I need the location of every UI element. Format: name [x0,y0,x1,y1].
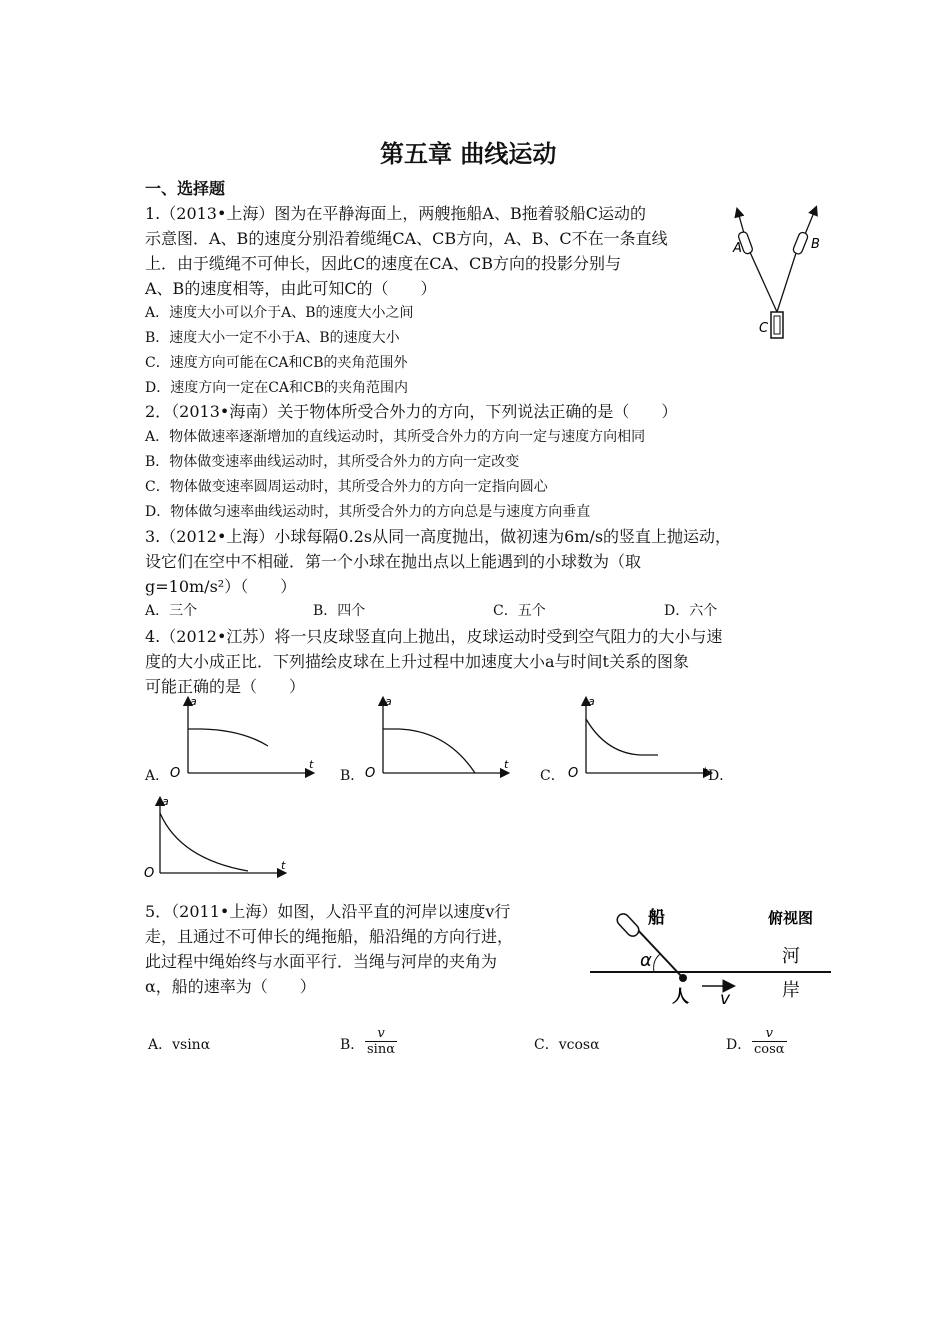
rope-cb [777,250,797,312]
q5-option-d-letter: D． [726,1037,752,1053]
q5-option-b-numerator: v [377,1026,385,1041]
q1-tugboat-figure [725,200,835,345]
label-b: B [811,237,820,252]
q2-option-c: C．物体做变速率圆周运动时，其所受合外力的方向一定指向圆心 [145,479,548,495]
q5-line-1: 5．（2011•上海）如图，人沿平直的河岸以速度v行 [145,902,511,921]
svg-text:O: O [144,866,155,881]
svg-text:t: t [281,859,286,872]
curve-b [383,729,475,773]
q1-option-b: B．速度大小一定不小于A、B的速度大小 [145,330,400,346]
q4-line-2: 度的大小成正比．下列描绘皮球在上升过程中加速度大小a与时间t关系的图象 [145,652,689,671]
q3-option-b: B．四个 [313,603,366,619]
rope-ca [749,250,777,312]
q3-line-2: 设它们在空中不相碰．第一个小球在抛出点以上能遇到的小球数为（取 [145,552,642,571]
q4-option-c-letter: C． [540,768,565,784]
svg-text:O: O [170,766,181,781]
q5-line-3: 此过程中绳始终与水面平行．当绳与河岸的夹角为 [145,952,498,971]
svg-text:a: a [190,695,197,708]
q5-river-figure [588,898,833,1013]
svg-text:俯视图: 俯视图 [768,909,814,927]
svg-text:人: 人 [672,987,689,1007]
label-a: A [733,241,742,256]
q1-line-3: 上．由于缆绳不可伸长，因此C的速度在CA、CB方向的投影分别与 [145,254,622,273]
q5-option-b-letter: B． [340,1037,365,1053]
page-title: 第五章 曲线运动 [380,140,557,168]
q5-option-b-fraction [365,1026,397,1057]
q2-option-a: A．物体做速率逐渐增加的直线运动时，其所受合外力的方向一定与速度方向相同 [145,429,646,445]
q5-option-b-denominator: sinα [367,1042,395,1057]
q5-option-a: A．vsinα [148,1037,211,1053]
curve-c [586,719,658,755]
svg-text:船: 船 [648,908,665,928]
angle-arc [654,954,660,972]
section-heading: 一、选择题 [145,179,226,198]
q2-option-d: D．物体做匀速率曲线运动时，其所受合外力的方向总是与速度方向垂直 [145,504,591,520]
q5-option-c: C．vcosα [534,1037,600,1053]
q5-option-d-numerator: v [765,1026,773,1041]
q3-option-a: A．三个 [145,603,198,619]
person-dot [679,974,687,982]
q5-option-d-fraction [752,1026,787,1057]
svg-text:a: a [162,795,169,808]
q4-graph-c [560,693,720,783]
svg-text:a: a [588,695,595,708]
q4-option-b-letter: B． [340,768,365,784]
q1-option-a: A．速度大小可以介于A、B的速度大小之间 [145,305,414,321]
q3-option-c: C．五个 [493,603,546,619]
svg-text:v: v [720,989,731,1009]
q5-line-4: α，船的速率为（ ） [145,977,316,996]
q3-line-3: g=10m/s²）（ ） [145,577,297,596]
svg-text:t: t [703,765,708,778]
q5-option-d-denominator: cosα [754,1042,785,1057]
svg-text:O: O [365,766,376,781]
curve-a [188,729,268,746]
svg-text:t: t [504,758,509,771]
svg-text:河: 河 [782,946,800,967]
q2-stem: 2．（2013•海南）关于物体所受合外力的方向，下列说法正确的是（ ） [145,402,678,421]
q1-option-c: C．速度方向可能在CA和CB的夹角范围外 [145,355,408,371]
boat-shape [615,911,642,938]
q4-graph-a [162,693,322,783]
q2-option-b: B．物体做变速率曲线运动时，其所受合外力的方向一定改变 [145,454,520,470]
q4-line-1: 4.（2012•江苏）将一只皮球竖直向上抛出，皮球运动时受到空气阻力的大小与速 [145,627,723,646]
q4-line-3: 可能正确的是（ ） [145,677,306,696]
q4-option-a-letter: A． [145,768,170,784]
svg-text:岸: 岸 [782,980,800,1001]
q1-line-4: A、B的速度相等，由此可知C的（ ） [145,279,437,298]
q5-line-2: 走，且通过不可伸长的绳拖船，船沿绳的方向行进， [145,927,514,946]
q1-line-1: 1.（2013•上海）图为在平静海面上，两艘拖船A、B拖着驳船C运动的 [145,204,646,223]
q3-option-d: D．六个 [664,603,718,619]
svg-text:a: a [385,695,392,708]
label-c: C [759,321,769,336]
q3-line-1: 3.（2012•上海）小球每隔0.2s从同一高度抛出，做初速为6m/s的竖直上抛运动， [145,527,732,546]
q1-option-d: D．速度方向一定在CA和CB的夹角范围内 [145,380,409,396]
q4-option-d-letter: D． [708,768,734,784]
svg-text:t: t [309,758,314,771]
tug-b [792,231,809,255]
svg-text:α: α [640,950,652,971]
q1-line-2: 示意图．A、B的速度分别沿着缆绳CA、CB方向，A、B、C不在一条直线 [145,229,668,248]
q4-graph-d [140,793,300,883]
svg-text:O: O [568,766,579,781]
q4-graph-b [357,693,517,783]
curve-d [160,813,248,871]
